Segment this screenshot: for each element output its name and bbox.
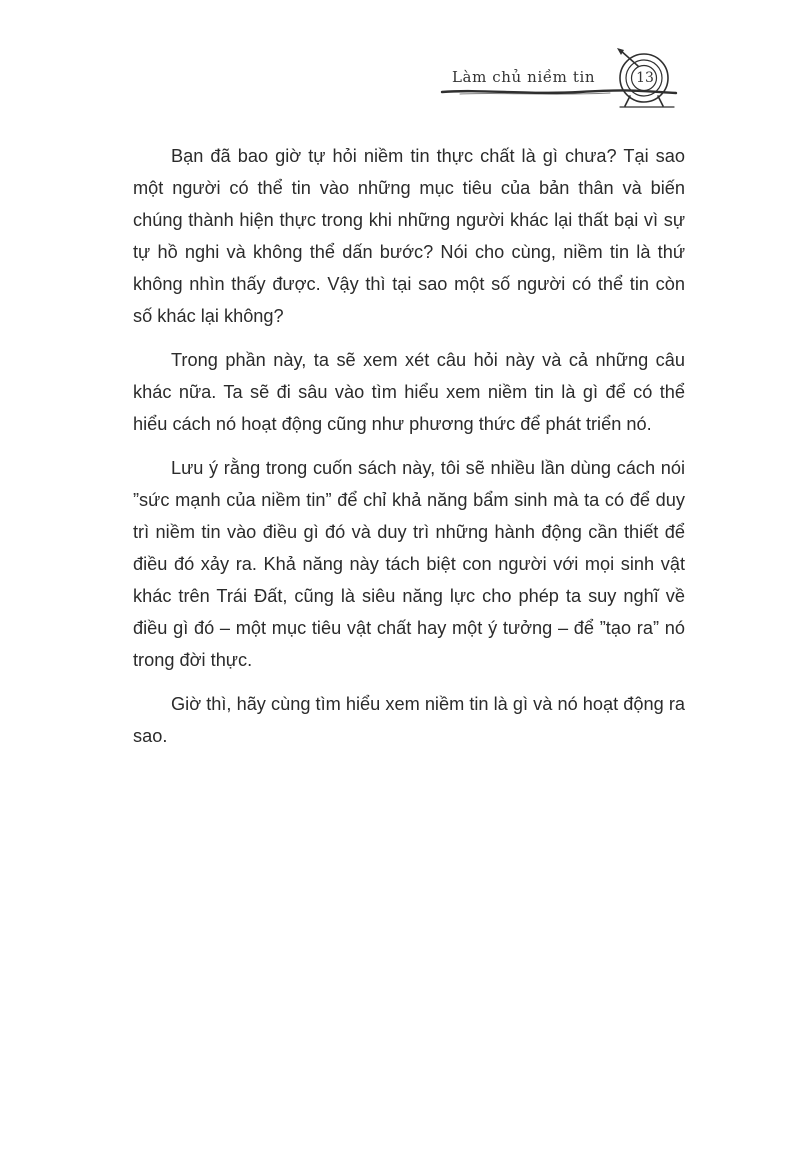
running-header-title: Làm chủ niềm tin bbox=[452, 68, 596, 86]
body-text bbox=[133, 140, 685, 764]
page-number: 13 bbox=[636, 70, 654, 86]
paragraph: Bạn đã bao giờ tự hỏi niềm tin thực chất là gì chưa? Tại sao một người có thể tin vào những mục tiêu của bản thân và biến chúng thành hiện thực trong khi những người khác lại thất bại vì sự tự hồ nghi và không thể dấn bước? Nói cho cùng, niềm tin là thứ không nhìn thấy được. Vậy thì tại sao một số người có thể tin còn số khác lại không? bbox=[133, 146, 685, 326]
paragraph: Lưu ý rằng trong cuốn sách này, tôi sẽ nhiều lần dùng cách nói ”sức mạnh của niềm tin” để chỉ khả năng bẩm sinh mà ta có để duy trì niềm tin vào điều gì đó và duy trì những hành động cần thiết để điều đó xảy ra. Khả năng này tách biệt con người với mọi sinh vật khác trên Trái Đất, cũng là siêu năng lực cho phép ta suy nghĩ về điều gì đó – một mục tiêu vật chất hay một ý tưởng – để ”tạo ra” nó trong đời thực. bbox=[133, 458, 685, 670]
paragraph: Giờ thì, hãy cùng tìm hiểu xem niềm tin là gì và nó hoạt động ra sao. bbox=[133, 694, 685, 746]
paragraph: Trong phần này, ta sẽ xem xét câu hỏi này và cả những câu khác nữa. Ta sẽ đi sâu vào tìm hiểu xem niềm tin là gì để có thể hiểu cách nó hoạt động cũng như phương thức để phát triển nó. bbox=[133, 350, 685, 434]
running-header bbox=[440, 46, 690, 110]
